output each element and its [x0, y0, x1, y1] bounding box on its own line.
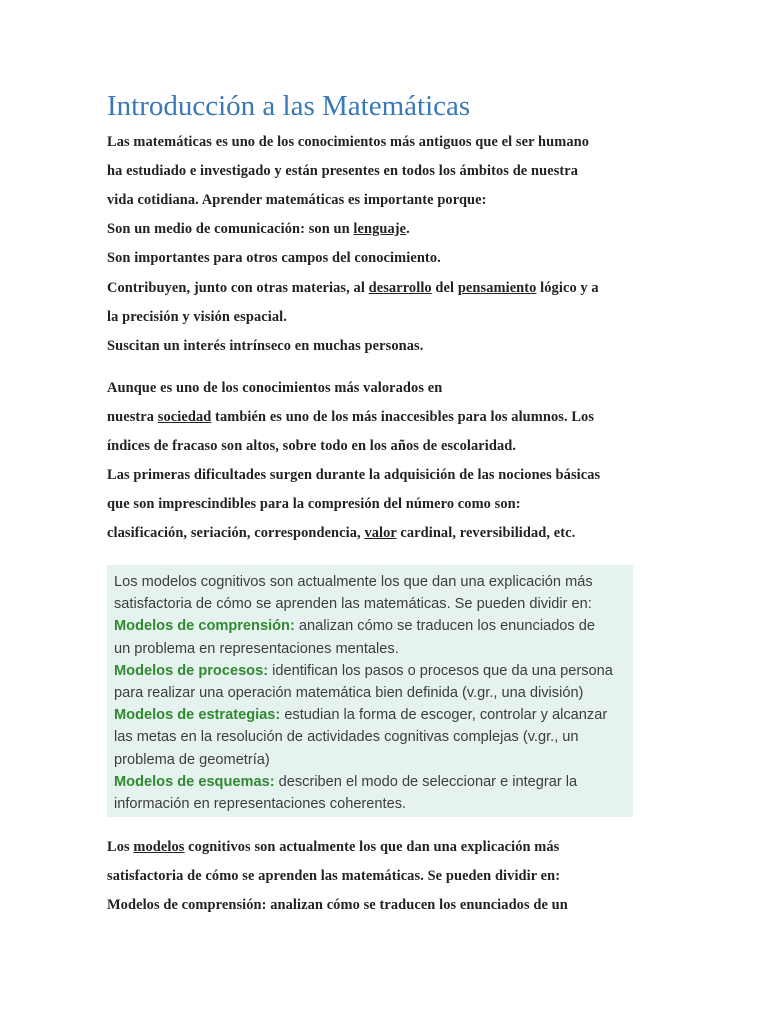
figure-heading: Modelos de comprensión: — [114, 618, 295, 635]
text-line: vida cotidiana. Aprender matemáticas es importante porque: — [107, 192, 487, 208]
text-line: Son un medio de comunicación: son un lenguaje. — [107, 221, 410, 237]
text-line: Modelos de comprensión: analizan cómo se traducen los enunciados de un — [107, 897, 568, 913]
text-line: Los modelos cognitivos son actualmente los que dan una explicación más — [107, 839, 560, 855]
figure-heading: Modelos de estrategias: — [114, 707, 281, 724]
figure-line: Modelos de procesos: identifican los pasos o procesos que da una persona — [114, 662, 613, 679]
figure-line: problema de geometría) — [114, 751, 270, 768]
text-line: ha estudiado e investigado y están presentes en todos los ámbitos de nuestra — [107, 163, 579, 179]
text-line: índices de fracaso son altos, sobre todo en los años de escolaridad. — [107, 438, 517, 454]
text-line: satisfactoria de cómo se aprenden las matemáticas. Se pueden dividir en: — [107, 868, 561, 884]
text-line: nuestra sociedad también es uno de los más inaccesibles para los alumnos. Los — [107, 409, 595, 425]
page-title: Introducción a las Matemáticas — [107, 90, 471, 122]
text-line: Las matemáticas es uno de los conocimientos más antiguos que el ser humano — [107, 134, 590, 150]
text-line: Son importantes para otros campos del conocimiento. — [107, 250, 441, 266]
link-pensamiento[interactable]: pensamiento — [457, 280, 537, 296]
link-valor[interactable]: valor — [364, 525, 397, 541]
link-modelos[interactable]: modelos — [133, 839, 185, 855]
embedded-image-cognitive-models — [107, 565, 633, 817]
figure-line: satisfactoria de cómo se aprenden las matemáticas. Se pueden dividir en: — [114, 596, 592, 613]
text-line: Aunque es uno de los conocimientos más valorados en — [107, 380, 443, 396]
figure-line: Modelos de esquemas: describen el modo de seleccionar e integrar la — [114, 773, 578, 790]
figure-heading: Modelos de esquemas: — [114, 773, 275, 790]
text-line: Las primeras dificultades surgen durante la adquisición de las nociones básicas — [107, 467, 601, 483]
figure-line: las metas en la resolución de actividades cognitivas complejas (v.gr., un — [114, 729, 579, 746]
text-line: la precisión y visión espacial. — [107, 309, 287, 325]
figure-line: información en representaciones coherentes. — [114, 796, 407, 813]
figure-line: Modelos de estrategias: estudian la forma de escoger, controlar y alcanzar — [114, 707, 608, 724]
link-lenguaje[interactable]: lenguaje — [353, 221, 407, 237]
figure-line: Los modelos cognitivos son actualmente los que dan una explicación más — [114, 574, 593, 590]
text-line: Suscitan un interés intrínseco en muchas personas. — [107, 338, 424, 354]
link-sociedad[interactable]: sociedad — [157, 409, 212, 425]
figure-line: un problema en representaciones mentales. — [114, 640, 399, 657]
figure-heading: Modelos de procesos: — [114, 662, 269, 679]
link-desarrollo[interactable]: desarrollo — [368, 280, 432, 296]
text-line: clasificación, seriación, correspondencia, valor cardinal, reversibilidad, etc. — [107, 525, 576, 541]
text-line: Contribuyen, junto con otras materias, al desarrollo del pensamiento lógico y a — [107, 280, 599, 296]
text-line: que son imprescindibles para la compresión del número como son: — [107, 496, 521, 512]
figure-line: Modelos de comprensión: analizan cómo se traducen los enunciados de — [114, 618, 596, 635]
figure-line: para realizar una operación matemática bien definida (v.gr., una división) — [114, 685, 584, 702]
